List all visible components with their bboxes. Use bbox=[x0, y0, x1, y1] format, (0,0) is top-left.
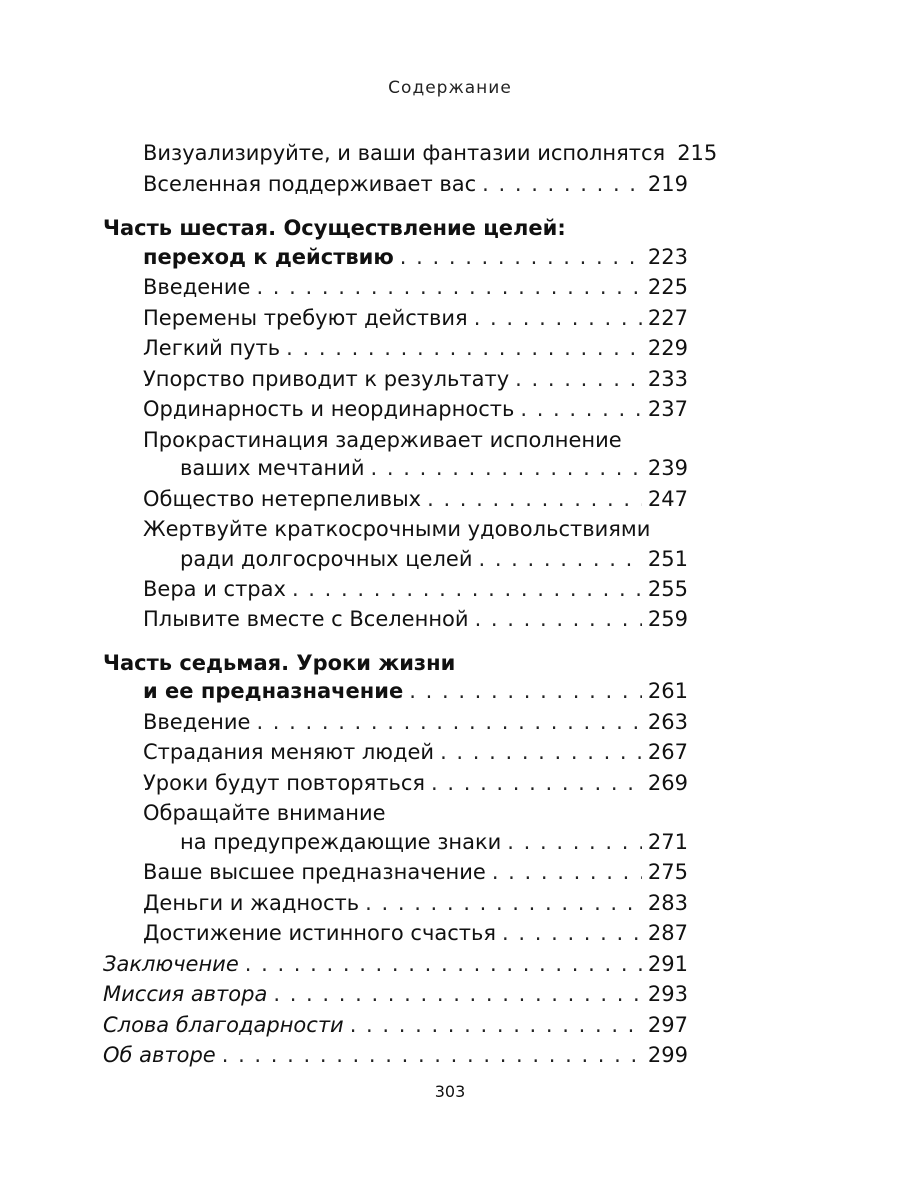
toc-entry-title: Введение bbox=[143, 275, 251, 299]
dot-leader bbox=[520, 394, 642, 424]
toc-entry-title-line1: Обращайте внимание bbox=[143, 801, 386, 825]
toc-entry-page: 233 bbox=[647, 367, 688, 391]
toc-entry bbox=[103, 949, 688, 979]
dot-leader bbox=[515, 364, 642, 394]
toc-entry-title: Ординарность и неординарность bbox=[143, 397, 515, 421]
toc-entry-title: Достижение истинного счастья bbox=[143, 921, 497, 945]
dot-leader bbox=[222, 1040, 642, 1070]
toc-entry bbox=[103, 979, 688, 1009]
toc-entry-page: 291 bbox=[647, 952, 688, 976]
toc-entry-page: 219 bbox=[647, 172, 688, 196]
toc-entry-title: Вселенная поддерживает вас bbox=[143, 172, 477, 196]
toc-entry-page: 223 bbox=[647, 245, 688, 269]
toc-entry bbox=[143, 888, 688, 918]
toc-entry-title: Легкий путь bbox=[143, 336, 281, 360]
toc-entry bbox=[143, 394, 688, 424]
toc-entry-page: 247 bbox=[647, 487, 688, 511]
toc-part-entry bbox=[143, 676, 688, 706]
toc-entry-page: 275 bbox=[647, 860, 688, 884]
toc-entry-title: Упорство приводит к результату bbox=[143, 367, 510, 391]
dot-leader bbox=[273, 979, 642, 1009]
dot-leader bbox=[400, 242, 642, 272]
dot-leader bbox=[482, 169, 642, 199]
toc-entry bbox=[143, 768, 688, 798]
toc-entry bbox=[180, 453, 688, 483]
dot-leader bbox=[478, 544, 641, 574]
toc-entry-title: Страдания меняют людей bbox=[143, 740, 435, 764]
dot-leader bbox=[256, 272, 641, 302]
toc-entry-title: ваших мечтаний bbox=[180, 456, 365, 480]
toc-entry-title: Визуализируйте, и ваши фантазии исполнятся bbox=[143, 141, 666, 165]
toc-entry-title: Об авторе bbox=[103, 1043, 216, 1067]
toc-entry-page: 229 bbox=[647, 336, 688, 360]
toc-entry-page: 271 bbox=[647, 830, 688, 854]
dot-leader bbox=[492, 857, 642, 887]
dot-leader bbox=[245, 949, 642, 979]
toc-entry-page: 227 bbox=[647, 306, 688, 330]
toc-entry-page: 251 bbox=[647, 547, 688, 571]
toc-entry bbox=[143, 138, 718, 168]
toc-entry bbox=[143, 169, 688, 199]
toc-entry bbox=[143, 272, 688, 302]
toc-entry-title: Плывите вместе с Вселенной bbox=[143, 607, 469, 631]
toc-entry bbox=[143, 604, 688, 634]
dot-leader bbox=[350, 1010, 642, 1040]
dot-leader bbox=[427, 484, 642, 514]
dot-leader bbox=[286, 333, 642, 363]
toc-entry-page: 255 bbox=[647, 577, 688, 601]
toc-entry-page: 239 bbox=[647, 456, 688, 480]
dot-leader bbox=[371, 453, 642, 483]
page-number: 303 bbox=[434, 1082, 466, 1101]
toc-entry-title: Перемены требуют действия bbox=[143, 306, 468, 330]
toc-entry bbox=[103, 1040, 688, 1070]
toc-entry bbox=[143, 707, 688, 737]
toc-entry-title: на предупреждающие знаки bbox=[180, 830, 502, 854]
toc-entry bbox=[180, 827, 688, 857]
toc-entry-page: 263 bbox=[647, 710, 688, 734]
toc-entry-title: переход к действию bbox=[143, 245, 394, 269]
dot-leader bbox=[474, 303, 642, 333]
toc-entry-page: 299 bbox=[647, 1043, 688, 1067]
toc-entry-page: 259 bbox=[647, 607, 688, 631]
toc-entry bbox=[143, 857, 688, 887]
dot-leader bbox=[431, 768, 642, 798]
part-heading: Часть шестая. Осуществление целей: bbox=[103, 216, 566, 240]
toc-entry-page: 297 bbox=[647, 1013, 688, 1037]
toc-entry-title-line1: Прокрастинация задерживает исполнение bbox=[143, 428, 622, 452]
toc-entry-title-line1: Жертвуйте краткосрочными удовольствиями bbox=[143, 517, 651, 541]
dot-leader bbox=[409, 676, 642, 706]
running-header: Содержание bbox=[388, 78, 512, 98]
toc-entry-title: и ее предназначение bbox=[143, 679, 404, 703]
toc-entry-title: Слова благодарности bbox=[103, 1013, 344, 1037]
toc-entry-title: Миссия автора bbox=[103, 982, 268, 1006]
toc-entry-page: 269 bbox=[647, 771, 688, 795]
toc-entry-title: Деньги и жадность bbox=[143, 891, 360, 915]
toc-entry bbox=[180, 544, 688, 574]
toc-entry-title: Общество нетерпеливых bbox=[143, 487, 422, 511]
dot-leader bbox=[256, 707, 641, 737]
toc-part-entry bbox=[143, 242, 688, 272]
toc-entry-page: 261 bbox=[647, 679, 688, 703]
toc-entry-page: 267 bbox=[647, 740, 688, 764]
toc-entry bbox=[143, 484, 688, 514]
toc-entry-title: Вера и страх bbox=[143, 577, 286, 601]
toc-entry-title: Ваше высшее предназначение bbox=[143, 860, 486, 884]
toc-entry-title: Заключение bbox=[103, 952, 239, 976]
toc-entry-page: 283 bbox=[647, 891, 688, 915]
toc-entry bbox=[143, 574, 688, 604]
toc-entry-title: ради долгосрочных целей bbox=[180, 547, 473, 571]
toc-entry bbox=[143, 918, 688, 948]
dot-leader bbox=[440, 737, 642, 767]
toc-entry-page: 237 bbox=[647, 397, 688, 421]
part-heading: Часть седьмая. Уроки жизни bbox=[103, 651, 456, 675]
dot-leader bbox=[502, 918, 642, 948]
toc-entry-page: 287 bbox=[647, 921, 688, 945]
toc-entry-page: 293 bbox=[647, 982, 688, 1006]
toc-entry bbox=[143, 364, 688, 394]
toc-entry bbox=[143, 333, 688, 363]
toc-entry-title: Введение bbox=[143, 710, 251, 734]
dot-leader bbox=[475, 604, 642, 634]
dot-leader bbox=[292, 574, 642, 604]
toc-entry-page: 215 bbox=[677, 141, 718, 165]
toc-entry-title: Уроки будут повторяться bbox=[143, 771, 426, 795]
toc-entry-page: 225 bbox=[647, 275, 688, 299]
dot-leader bbox=[365, 888, 642, 918]
toc-entry bbox=[143, 303, 688, 333]
dot-leader bbox=[507, 827, 642, 857]
toc-entry bbox=[103, 1010, 688, 1040]
toc-entry bbox=[143, 737, 688, 767]
